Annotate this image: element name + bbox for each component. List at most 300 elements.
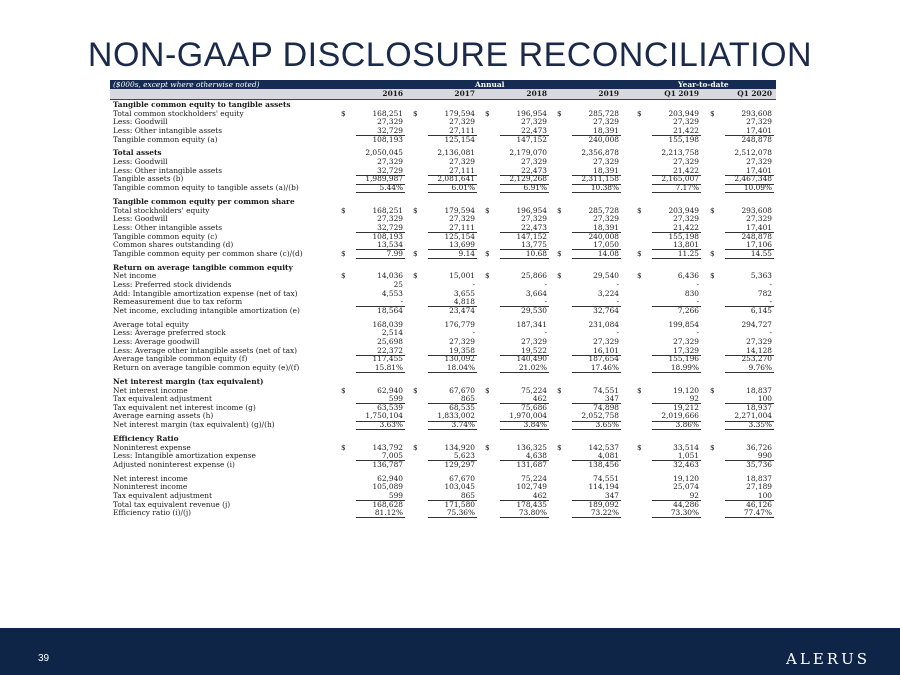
cell-value: 14.08 (597, 248, 619, 258)
cell-value: 136,325 (516, 442, 547, 452)
cell-value: 18.04% (446, 363, 475, 372)
col-header-2017: 2017 (454, 89, 475, 98)
cell-value: 294,727 (741, 319, 772, 329)
cell-value: 27,329 (593, 157, 619, 167)
cell-value: 29,540 (593, 271, 619, 281)
cell-value: 15,001 (449, 271, 475, 281)
cell-value: 92 (689, 491, 699, 501)
cell-value: 2,271,004 (734, 411, 772, 421)
cell-value: 1,750,104 (365, 411, 403, 421)
cell-value: 171,580 (444, 499, 475, 509)
row-label: Less: Other intangible assets (113, 165, 223, 175)
cell-value: 125,154 (444, 134, 475, 144)
cell-value: 92 (689, 394, 699, 404)
cell-underline (428, 192, 477, 193)
cell-value: 196,954 (516, 205, 547, 215)
cell-value: 187,654 (588, 354, 619, 364)
cell-value: 7,005 (381, 451, 403, 461)
cell-value: 2,311,158 (581, 174, 619, 184)
cell-value: 3.74% (451, 420, 475, 430)
cell-value: 21,422 (673, 125, 699, 135)
cell-value: 7.99 (386, 248, 403, 258)
dollar-sign: $ (485, 271, 490, 281)
row-label: Less: Average other intangible assets (net of tax) (113, 345, 298, 355)
cell-value: 13,699 (449, 240, 475, 250)
col-header-q1-2020: Q1 2020 (737, 89, 772, 98)
cell-value: 865 (460, 491, 475, 501)
dollar-sign: $ (485, 205, 490, 215)
page-number: 39 (38, 653, 50, 664)
cell-value: 2,179,070 (509, 148, 547, 158)
cell-value: 77.47% (743, 508, 772, 518)
cell-value: 13,534 (377, 240, 403, 250)
dollar-sign: $ (710, 442, 715, 452)
cell-value: 231,084 (588, 319, 619, 329)
cell-value: 103,045 (444, 482, 475, 492)
cell-value: 62,940 (377, 385, 403, 395)
cell-value: 21,422 (673, 222, 699, 232)
cell-value: 2,129,268 (509, 174, 547, 184)
col-header-2019: 2019 (598, 89, 619, 98)
cell-value: 32,463 (673, 459, 699, 469)
cell-value: 203,949 (668, 205, 699, 215)
cell-value: 32,729 (377, 125, 403, 135)
row-label: Less: Goodwill (113, 117, 168, 127)
table-row (110, 461, 776, 470)
cell-value: 4,818 (453, 297, 475, 307)
cell-value: 36,726 (746, 442, 772, 452)
cell-underline (572, 192, 621, 193)
dollar-sign: $ (557, 248, 562, 258)
cell-value: 27,329 (521, 337, 547, 347)
cell-underline (725, 372, 774, 373)
row-label: Less: Other intangible assets (113, 125, 223, 135)
row-label: Noninterest income (113, 482, 188, 492)
cell-value: 147,152 (516, 231, 547, 241)
cell-underline (500, 429, 549, 430)
cell-value: 176,779 (444, 319, 475, 329)
row-label: Net interest margin (tax equivalent) (113, 376, 264, 386)
dollar-sign: $ (341, 205, 346, 215)
cell-value: 15.81% (374, 363, 403, 372)
cell-value: 1,833,002 (437, 411, 475, 421)
cell-value: 830 (684, 288, 699, 298)
cell-value: 6.91% (523, 183, 547, 193)
cell-value: 782 (757, 288, 772, 298)
cell-value: 73.22% (590, 508, 619, 518)
cell-value: 11.25 (677, 248, 699, 258)
cell-underline (428, 372, 477, 373)
cell-value: 1,989,987 (365, 174, 403, 184)
cell-value: 17,329 (673, 345, 699, 355)
dollar-sign: $ (710, 108, 715, 118)
cell-underline (428, 258, 477, 259)
cell-underline (652, 517, 701, 518)
cell-value: 143,792 (372, 442, 403, 452)
dollar-sign: $ (413, 248, 418, 258)
cell-value: 13,775 (521, 240, 547, 250)
cell-value: - (472, 279, 475, 289)
row-label: Tangible common equity to tangible assets (a)/(b) (113, 183, 299, 193)
cell-value: 3.86% (675, 420, 699, 430)
cell-value: 73.80% (518, 508, 547, 518)
cell-value: 1,970,004 (509, 411, 547, 421)
dollar-sign: $ (637, 205, 642, 215)
dollar-sign: $ (557, 271, 562, 281)
cell-value: 81.12% (374, 508, 403, 518)
cell-value: 3.84% (523, 420, 547, 430)
cell-underline (725, 192, 774, 193)
cell-value: 23,474 (449, 305, 475, 315)
cell-value: - (769, 297, 772, 307)
cell-value: - (616, 279, 619, 289)
dollar-sign: $ (485, 248, 490, 258)
cell-value: 74,551 (593, 473, 619, 483)
cell-value: 2,050,045 (365, 148, 403, 158)
dollar-sign: $ (485, 385, 490, 395)
cell-value: 5.44% (379, 183, 403, 193)
cell-value: 75.36% (446, 508, 475, 518)
cell-value: 27,329 (746, 337, 772, 347)
cell-value: 240,008 (588, 134, 619, 144)
dollar-sign: $ (637, 108, 642, 118)
cell-value: 27,329 (377, 214, 403, 224)
cell-value: 17,050 (593, 240, 619, 250)
cell-value: 168,251 (372, 108, 403, 118)
cell-underline (500, 517, 549, 518)
cell-value: 27,329 (377, 117, 403, 127)
cell-underline (356, 258, 405, 259)
cell-value: 17,401 (746, 165, 772, 175)
dollar-sign: $ (637, 248, 642, 258)
cell-value: 21.02% (518, 363, 547, 372)
cell-value: 27,329 (449, 157, 475, 167)
dollar-sign: $ (485, 442, 490, 452)
dollar-sign: $ (637, 442, 642, 452)
cell-underline (725, 429, 774, 430)
cell-value: 990 (757, 451, 772, 461)
row-label: Adjusted noninterest expense (i) (113, 459, 235, 469)
cell-value: 32,764 (593, 305, 619, 315)
cell-value: 27,329 (521, 157, 547, 167)
cell-value: 68,535 (449, 402, 475, 412)
table-units-note: ($000s, except where otherwise noted) (113, 80, 260, 89)
cell-value: 27,329 (449, 214, 475, 224)
cell-value: 6,145 (750, 305, 772, 315)
cell-value: 74,551 (593, 385, 619, 395)
cell-value: - (544, 297, 547, 307)
dollar-sign: $ (710, 205, 715, 215)
cell-value: 10.38% (590, 183, 619, 193)
cell-value: 129,297 (444, 459, 475, 469)
cell-value: 105,089 (372, 482, 403, 492)
cell-value: 179,594 (444, 108, 475, 118)
row-label: Less: Average preferred stock (113, 328, 226, 338)
cell-underline (428, 517, 477, 518)
cell-value: 18.99% (670, 363, 699, 372)
cell-value: 6.01% (451, 183, 475, 193)
table-row (110, 307, 776, 316)
cell-value: 13,801 (673, 240, 699, 250)
cell-underline (572, 258, 621, 259)
dollar-sign: $ (485, 108, 490, 118)
cell-underline (428, 429, 477, 430)
dollar-sign: $ (637, 385, 642, 395)
cell-value: 347 (604, 394, 619, 404)
dollar-sign: $ (557, 385, 562, 395)
cell-value: 100 (757, 394, 772, 404)
page-title: NON-GAAP DISCLOSURE RECONCILIATION (87, 36, 813, 74)
cell-value: 67,670 (449, 385, 475, 395)
cell-value: 347 (604, 491, 619, 501)
cell-value: 131,687 (516, 459, 547, 469)
cell-value: 108,193 (372, 134, 403, 144)
row-label: Less: Preferred stock dividends (113, 279, 232, 289)
cell-value: 19,522 (521, 345, 547, 355)
cell-value: 27,329 (593, 214, 619, 224)
cell-underline (572, 372, 621, 373)
section-heading (110, 264, 776, 273)
row-label: Total tax equivalent revenue (j) (113, 499, 231, 509)
dollar-sign: $ (341, 248, 346, 258)
header-year-to-date: Year-to-date (678, 80, 729, 89)
cell-value: - (616, 328, 619, 338)
cell-value: 2,356,878 (581, 148, 619, 158)
cell-value: 27,329 (673, 157, 699, 167)
cell-value: 2,512,078 (734, 148, 772, 158)
cell-value: 27,329 (746, 214, 772, 224)
cell-value: 865 (460, 394, 475, 404)
cell-value: - (472, 328, 475, 338)
cell-value: 136,787 (372, 459, 403, 469)
dollar-sign: $ (710, 271, 715, 281)
cell-value: 27,329 (746, 117, 772, 127)
row-label: Total common stockholders' equity (113, 108, 244, 118)
cell-underline (652, 192, 701, 193)
cell-value: 285,728 (588, 205, 619, 215)
cell-value: 4,638 (525, 451, 547, 461)
cell-value: 19,358 (449, 345, 475, 355)
row-label: Add: Intangible amortization expense (net of tax) (113, 288, 298, 298)
row-label: Average earning assets (h) (113, 411, 214, 421)
cell-value: 179,594 (444, 205, 475, 215)
dollar-sign: $ (710, 248, 715, 258)
cell-value: 27,329 (673, 337, 699, 347)
table-row (110, 509, 776, 518)
cell-value: 27,111 (449, 165, 475, 175)
row-label: Tangible common equity per common share (c)/(d) (113, 248, 303, 258)
table-row (110, 421, 776, 430)
cell-value: 125,154 (444, 231, 475, 241)
cell-value: 18,391 (593, 222, 619, 232)
cell-value: - (769, 328, 772, 338)
dollar-sign: $ (710, 385, 715, 395)
cell-underline (356, 429, 405, 430)
cell-underline (725, 258, 774, 259)
cell-underline (356, 192, 405, 193)
cell-value: 14,128 (746, 345, 772, 355)
row-label: Remeasurement due to tax reform (113, 297, 243, 307)
cell-value: 9.76% (748, 363, 772, 372)
cell-underline (725, 517, 774, 518)
cell-value: 4,081 (597, 451, 619, 461)
cell-value: 17,106 (746, 240, 772, 250)
cell-value: 253,270 (741, 354, 772, 364)
table-row (110, 184, 776, 193)
row-label: Tangible common equity to tangible assets (113, 100, 291, 109)
cell-value: 27,329 (673, 214, 699, 224)
cell-value: 142,537 (588, 442, 619, 452)
cell-value: 203,949 (668, 108, 699, 118)
company-logo: ALERUS (786, 650, 870, 668)
cell-value: 32,729 (377, 222, 403, 232)
cell-underline (500, 258, 549, 259)
row-label: Return on average tangible common equity (e)/(f) (113, 363, 300, 372)
cell-value: 168,251 (372, 205, 403, 215)
cell-value: - (544, 279, 547, 289)
cell-value: 6,436 (677, 271, 699, 281)
cell-value: 5,623 (453, 451, 475, 461)
cell-value: 1,051 (677, 451, 699, 461)
row-label: Common shares outstanding (d) (113, 240, 234, 250)
cell-value: 22,473 (521, 222, 547, 232)
cell-value: 75,686 (521, 402, 547, 412)
row-label: Efficiency Ratio (113, 433, 179, 443)
cell-value: 155,198 (668, 134, 699, 144)
cell-value: - (696, 297, 699, 307)
cell-value: 19,212 (673, 402, 699, 412)
row-label: Noninterest expense (113, 442, 191, 452)
cell-underline (652, 258, 701, 259)
cell-value: 27,329 (449, 117, 475, 127)
cell-value: 2,081,641 (437, 174, 475, 184)
cell-value: 25,866 (521, 271, 547, 281)
cell-underline (652, 429, 701, 430)
cell-value: 35,736 (746, 459, 772, 469)
cell-value: 108,193 (372, 231, 403, 241)
cell-value: 5,363 (750, 271, 772, 281)
cell-value: 199,854 (668, 319, 699, 329)
dollar-sign: $ (557, 205, 562, 215)
cell-value: 138,456 (588, 459, 619, 469)
dollar-sign: $ (413, 271, 418, 281)
row-label: Tangible common equity (a) (113, 134, 218, 144)
dollar-sign: $ (413, 442, 418, 452)
cell-value: 18,391 (593, 125, 619, 135)
cell-value: 462 (532, 491, 547, 501)
dollar-sign: $ (413, 385, 418, 395)
cell-value: 2,467,348 (734, 174, 772, 184)
cell-value: 140,490 (516, 354, 547, 364)
cell-value: 10.68 (525, 248, 547, 258)
cell-value: - (544, 328, 547, 338)
cell-value: 3,224 (597, 288, 619, 298)
cell-value: 63,539 (377, 402, 403, 412)
dollar-sign: $ (557, 442, 562, 452)
cell-value: 117,455 (372, 354, 403, 364)
cell-value: 285,728 (588, 108, 619, 118)
row-label: Less: Average goodwill (113, 337, 200, 347)
cell-value: 187,341 (516, 319, 547, 329)
cell-value: 178,435 (516, 499, 547, 509)
cell-value: 18,937 (746, 402, 772, 412)
row-label: Efficiency ratio (i)/(j) (113, 508, 192, 518)
dollar-sign: $ (557, 108, 562, 118)
row-label: Total assets (113, 148, 162, 158)
cell-value: 168,628 (372, 499, 403, 509)
row-label: Less: Goodwill (113, 214, 168, 224)
table-header-group-row (110, 80, 776, 89)
cell-value: 27,111 (449, 125, 475, 135)
cell-value: 21,422 (673, 165, 699, 175)
cell-value: 27,111 (449, 222, 475, 232)
table-header-years-row (110, 89, 776, 99)
row-label: Tangible assets (b) (113, 174, 184, 184)
cell-value: 293,608 (741, 205, 772, 215)
row-label: Less: Other intangible assets (113, 222, 223, 232)
cell-value: 3.63% (379, 420, 403, 430)
cell-value: 14.55 (750, 248, 772, 258)
cell-value: 44,286 (673, 499, 699, 509)
cell-value: 17,401 (746, 125, 772, 135)
row-label: Tangible common equity (c) (113, 231, 218, 241)
cell-underline (572, 429, 621, 430)
cell-value: - (616, 297, 619, 307)
cell-value: 293,608 (741, 108, 772, 118)
cell-value: 32,729 (377, 165, 403, 175)
cell-value: 155,198 (668, 231, 699, 241)
cell-value: 3.35% (748, 420, 772, 430)
cell-value: 75,224 (521, 385, 547, 395)
cell-value: 22,473 (521, 165, 547, 175)
cell-value: 19,120 (673, 473, 699, 483)
row-label: Net interest margin (tax equivalent) (g)/(h) (113, 420, 275, 430)
col-header-2018: 2018 (526, 89, 547, 98)
cell-underline (500, 192, 549, 193)
row-label: Net interest income (113, 473, 188, 483)
cell-value: - (769, 279, 772, 289)
dollar-sign: $ (341, 271, 346, 281)
cell-value: 168,039 (372, 319, 403, 329)
row-label: Tangible common equity per common share (113, 196, 295, 206)
cell-value: 248,878 (741, 231, 772, 241)
cell-value: 19,120 (673, 385, 699, 395)
cell-value: 189,092 (588, 499, 619, 509)
cell-value: 75,224 (521, 473, 547, 483)
cell-value: 3.65% (595, 420, 619, 430)
cell-value: 27,329 (521, 214, 547, 224)
cell-underline (356, 372, 405, 373)
cell-underline (652, 372, 701, 373)
row-label: Less: Intangible amortization expense (113, 451, 256, 461)
cell-value: 3,655 (453, 288, 475, 298)
cell-value: 7,266 (677, 305, 699, 315)
header-annual: Annual (475, 80, 505, 89)
cell-value: 27,329 (673, 117, 699, 127)
cell-value: 9.14 (458, 248, 475, 258)
cell-value: 18,564 (377, 305, 403, 315)
cell-value: 46,126 (746, 499, 772, 509)
col-header-2016: 2016 (382, 89, 403, 98)
row-label: Average total equity (113, 319, 189, 329)
cell-value: 134,920 (444, 442, 475, 452)
row-label: Less: Goodwill (113, 157, 168, 167)
cell-underline (500, 372, 549, 373)
table-row (110, 136, 776, 145)
cell-value: 18,837 (746, 385, 772, 395)
cell-value: - (400, 297, 403, 307)
cell-value: 29,530 (521, 305, 547, 315)
